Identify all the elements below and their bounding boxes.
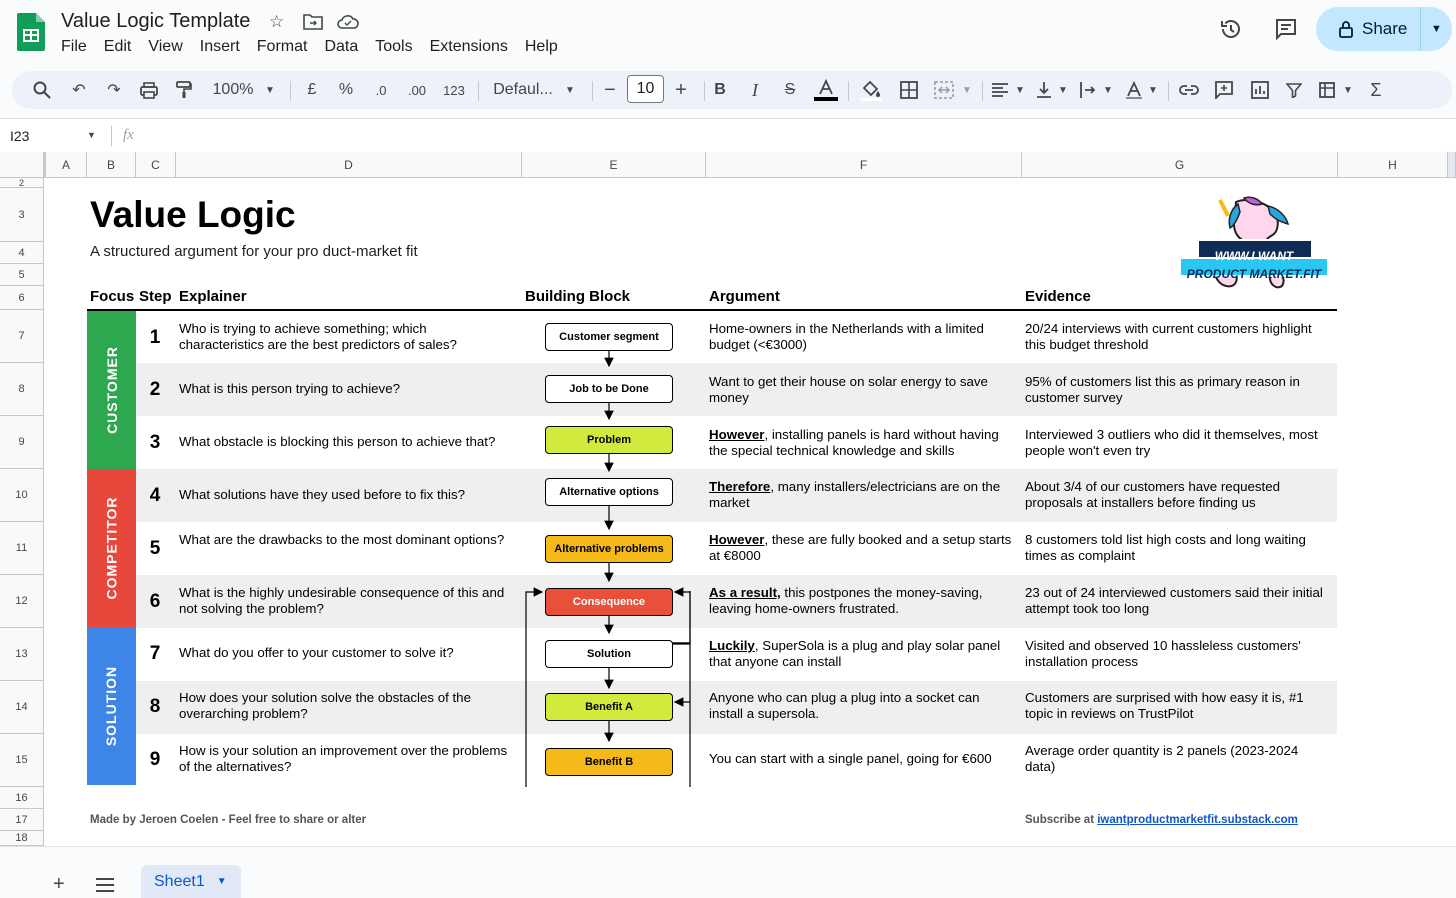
col-header-b[interactable]: B bbox=[87, 152, 136, 178]
font-size-input[interactable]: 10 bbox=[627, 75, 664, 103]
move-folder-icon[interactable] bbox=[303, 13, 323, 30]
step-number: 2 bbox=[149, 379, 161, 400]
block-job-to-be-done: Job to be Done bbox=[545, 375, 673, 403]
argument-cell: Anyone who can plug a plug into a socket can install a supersola. bbox=[709, 690, 980, 721]
col-header-c[interactable]: C bbox=[136, 152, 176, 178]
sheet-subtitle: A structured argument for your pro duct-market fit bbox=[90, 243, 418, 260]
functions-icon[interactable]: Σ bbox=[1370, 79, 1382, 100]
formula-divider bbox=[111, 126, 112, 146]
search-menus-icon[interactable] bbox=[30, 71, 54, 109]
explainer-cell: What are the drawbacks to the most dominant options? bbox=[179, 532, 505, 547]
font-chevron-icon[interactable]: ▼ bbox=[565, 84, 575, 96]
sheet-tab-chevron-icon[interactable]: ▼ bbox=[216, 876, 227, 887]
row-header[interactable]: 4 bbox=[0, 242, 44, 264]
print-icon[interactable] bbox=[137, 71, 161, 109]
col-header-f[interactable]: F bbox=[706, 152, 1022, 178]
filter-views-icon[interactable] bbox=[1316, 71, 1340, 109]
menu-bar bbox=[61, 38, 575, 56]
focus-customer bbox=[87, 311, 136, 469]
horizontal-align-icon[interactable] bbox=[988, 71, 1012, 109]
evidence-cell: Customers are surprised with how easy it is, #1 topic in reviews on TrustPilot bbox=[1025, 690, 1304, 721]
version-history-icon[interactable] bbox=[1216, 14, 1246, 44]
menu-tools[interactable]: Tools bbox=[375, 38, 413, 55]
merge-cells-icon[interactable] bbox=[932, 71, 956, 109]
text-wrapping-icon[interactable] bbox=[1076, 71, 1100, 109]
col-header-e[interactable]: E bbox=[522, 152, 706, 178]
row-header[interactable]: 10 bbox=[0, 469, 44, 522]
vertical-align-icon[interactable] bbox=[1032, 71, 1056, 109]
explainer-cell: What obstacle is blocking this person to achieve that? bbox=[179, 434, 496, 449]
select-all-corner[interactable] bbox=[0, 152, 44, 178]
argument-cell: As a result, this postpones the money-saving, leaving home-owners frustrated. bbox=[709, 585, 983, 616]
evidence-cell: 8 customers told list high costs and long waiting times as complaint bbox=[1025, 532, 1306, 563]
explainer-cell: What do you offer to your customer to solve it? bbox=[179, 645, 454, 660]
step-number: 9 bbox=[149, 749, 161, 770]
argument-cell: However, installing panels is hard without having the special technical knowledge and skills bbox=[709, 427, 999, 458]
create-filter-icon[interactable] bbox=[1282, 71, 1306, 109]
sheet-title: Value Logic bbox=[90, 194, 296, 235]
decrease-decimal-button[interactable]: .0 bbox=[375, 82, 387, 98]
evidence-cell: About 3/4 of our customers have requested proposals at installers before finding us bbox=[1025, 479, 1281, 510]
evidence-cell: 23 out of 24 interviewed customers said their initial attempt took too long bbox=[1025, 585, 1323, 616]
evidence-cell: Average order quantity is 2 panels (2023-2024 data) bbox=[1025, 743, 1299, 774]
increase-decimal-button[interactable]: .00 bbox=[407, 82, 427, 98]
merge-chevron-icon[interactable]: ▼ bbox=[962, 84, 972, 96]
comments-icon[interactable] bbox=[1271, 14, 1301, 44]
insert-comment-icon[interactable] bbox=[1212, 71, 1236, 109]
row-header[interactable]: 5 bbox=[0, 264, 44, 286]
menu-insert[interactable]: Insert bbox=[199, 38, 240, 55]
block-alternative-options: Alternative options bbox=[545, 478, 673, 506]
evidence-cell: 20/24 interviews with current customers highlight this budget threshold bbox=[1025, 321, 1312, 352]
explainer-cell: What is this person trying to achieve? bbox=[179, 381, 400, 396]
badge-line-1: WWW.I WANT bbox=[1214, 249, 1294, 263]
toolbar bbox=[12, 71, 1452, 109]
zoom-select[interactable]: 100% bbox=[212, 81, 254, 98]
formula-bar bbox=[0, 118, 1456, 152]
focus-label: SOLUTION bbox=[103, 665, 120, 747]
badge-line-2: PRODUCT MARKET.FIT bbox=[1186, 267, 1322, 281]
sheets-logo-icon[interactable] bbox=[17, 13, 45, 51]
step-number: 6 bbox=[149, 591, 161, 612]
row-header[interactable]: 9 bbox=[0, 416, 44, 469]
block-customer-segment: Customer segment bbox=[545, 323, 673, 351]
all-sheets-icon[interactable] bbox=[96, 878, 114, 892]
col-header-a[interactable]: A bbox=[46, 152, 87, 178]
focus-competitor bbox=[87, 469, 136, 627]
unicorn-badge-image bbox=[1180, 192, 1328, 302]
borders-icon[interactable] bbox=[897, 71, 921, 109]
header-underline bbox=[87, 309, 1337, 311]
row-header[interactable]: 16 bbox=[0, 787, 44, 809]
step-number: 5 bbox=[149, 538, 161, 559]
row-header[interactable]: 14 bbox=[0, 681, 44, 734]
col-header-h[interactable]: H bbox=[1338, 152, 1448, 178]
argument-cell: You can start with a single panel, going for €600 bbox=[709, 751, 992, 766]
lock-icon bbox=[1338, 20, 1354, 38]
header-focus: Focus bbox=[90, 288, 135, 305]
paint-format-icon[interactable] bbox=[172, 71, 196, 109]
substack-link[interactable]: iwantproductmarketfit.substack.com bbox=[1097, 814, 1298, 826]
argument-cell: Luckily, SuperSola is a plug and play solar panel that anyone can install bbox=[709, 638, 1001, 669]
row-header[interactable]: 12 bbox=[0, 575, 44, 628]
row-header[interactable]: 2 bbox=[0, 178, 44, 188]
cloud-saved-icon[interactable] bbox=[337, 14, 359, 29]
name-box[interactable]: I23 bbox=[10, 128, 30, 144]
block-solution: Solution bbox=[545, 640, 673, 668]
menu-file[interactable]: File bbox=[61, 38, 87, 55]
menu-data[interactable]: Data bbox=[324, 38, 359, 55]
block-alternative-problems: Alternative problems bbox=[545, 535, 673, 563]
bold-icon[interactable]: B bbox=[714, 81, 726, 98]
sheet-tab-sheet1[interactable] bbox=[141, 865, 241, 898]
argument-cell: Therefore, many installers/electricians are on the market bbox=[709, 479, 1001, 510]
focus-solution bbox=[87, 627, 136, 785]
menu-edit[interactable]: Edit bbox=[103, 38, 132, 55]
step-number: 1 bbox=[149, 327, 161, 348]
footer-subscribe: Subscribe at iwantproductmarketfit.substack.com bbox=[1025, 814, 1298, 826]
insert-link-icon[interactable] bbox=[1176, 71, 1202, 109]
col-header-overflow bbox=[1448, 152, 1456, 178]
step-number: 4 bbox=[149, 485, 161, 506]
redo-icon[interactable]: ↷ bbox=[107, 82, 121, 99]
argument-cell: However, these are fully booked and a setup starts at €8000 bbox=[709, 532, 1012, 563]
undo-icon[interactable]: ↶ bbox=[72, 82, 86, 99]
h-align-chevron-icon[interactable]: ▼ bbox=[1015, 84, 1025, 96]
sheet-tab-label: Sheet1 bbox=[154, 872, 205, 890]
insert-chart-icon[interactable] bbox=[1248, 71, 1272, 109]
formula-input[interactable] bbox=[150, 123, 1440, 149]
header-step: Step bbox=[139, 288, 172, 305]
focus-label: CUSTOMER bbox=[103, 346, 120, 434]
name-box-chevron-icon[interactable]: ▼ bbox=[87, 130, 96, 140]
decrease-font-size-icon[interactable]: − bbox=[604, 78, 616, 101]
row-header[interactable]: 17 bbox=[0, 809, 44, 831]
italic-icon[interactable]: I bbox=[752, 79, 758, 100]
row-header[interactable]: 7 bbox=[0, 310, 44, 363]
argument-cell: Home-owners in the Netherlands with a limited budget (<€3000) bbox=[709, 321, 984, 352]
menu-extensions[interactable]: Extensions bbox=[429, 38, 508, 55]
row-header[interactable]: 6 bbox=[0, 286, 44, 310]
share-button[interactable] bbox=[1316, 7, 1452, 51]
step-number: 7 bbox=[149, 643, 161, 664]
col-header-g[interactable]: G bbox=[1022, 152, 1338, 178]
header-evidence: Evidence bbox=[1025, 288, 1091, 305]
menu-view[interactable]: View bbox=[148, 38, 183, 55]
row-header[interactable]: 15 bbox=[0, 734, 44, 787]
argument-cell: Want to get their house on solar energy to save money bbox=[709, 374, 988, 405]
explainer-cell: What is the highly undesirable consequence of this and not solving the problem? bbox=[179, 585, 505, 616]
row-header[interactable]: 18 bbox=[0, 831, 44, 846]
format-percent-button[interactable]: % bbox=[338, 81, 354, 98]
block-benefit-a: Benefit A bbox=[545, 693, 673, 721]
explainer-cell: What solutions have they used before to fix this? bbox=[179, 487, 466, 502]
header-explainer: Explainer bbox=[179, 288, 247, 305]
document-title[interactable]: Value Logic Template bbox=[61, 10, 251, 32]
strikethrough-icon[interactable]: S bbox=[784, 81, 796, 98]
wrap-chevron-icon[interactable]: ▼ bbox=[1103, 84, 1113, 96]
increase-font-size-icon[interactable]: + bbox=[675, 78, 687, 101]
rotation-chevron-icon[interactable]: ▼ bbox=[1148, 84, 1158, 96]
evidence-cell: Visited and observed 10 hassleless customers' installation process bbox=[1025, 638, 1301, 669]
text-rotation-icon[interactable] bbox=[1122, 71, 1146, 109]
title-bar bbox=[0, 0, 1456, 66]
share-dropdown-chevron-icon[interactable]: ▼ bbox=[1420, 7, 1452, 51]
v-align-chevron-icon[interactable]: ▼ bbox=[1058, 84, 1068, 96]
focus-label: COMPETITOR bbox=[103, 496, 120, 600]
zoom-chevron-icon[interactable]: ▼ bbox=[265, 84, 275, 96]
evidence-cell: Interviewed 3 outliers who did it themselves, most people won't even try bbox=[1025, 427, 1318, 458]
explainer-cell: How does your solution solve the obstacles of the overarching problem? bbox=[179, 690, 471, 721]
explainer-cell: Who is trying to achieve something; which characteristics are the best predictors of sales? bbox=[179, 321, 457, 352]
footer-credit: Made by Jeroen Coelen - Feel free to share or alter bbox=[90, 814, 367, 826]
row-header[interactable]: 3 bbox=[0, 188, 44, 242]
sheet-tabs-bar bbox=[0, 846, 1456, 897]
text-color-icon[interactable] bbox=[814, 71, 838, 109]
spreadsheet-grid[interactable] bbox=[0, 152, 1456, 846]
fill-color-icon[interactable] bbox=[858, 71, 884, 109]
block-problem: Problem bbox=[545, 426, 673, 454]
format-currency-button[interactable]: £ bbox=[307, 81, 317, 98]
number-format-button[interactable]: 123 bbox=[443, 82, 465, 98]
menu-format[interactable]: Format bbox=[256, 38, 308, 55]
step-number: 3 bbox=[149, 432, 161, 453]
filter-views-chevron-icon[interactable]: ▼ bbox=[1343, 84, 1353, 96]
header-building-block: Building Block bbox=[525, 288, 630, 305]
block-benefit-b: Benefit B bbox=[545, 748, 673, 776]
block-consequence: Consequence bbox=[545, 588, 673, 616]
row-header[interactable]: 13 bbox=[0, 628, 44, 681]
font-family-select[interactable]: Defaul... bbox=[493, 81, 553, 98]
star-icon[interactable]: ☆ bbox=[269, 12, 285, 31]
fx-icon: fx bbox=[123, 127, 134, 143]
share-label: Share bbox=[1362, 19, 1408, 38]
header-argument: Argument bbox=[709, 288, 780, 305]
explainer-cell: How is your solution an improvement over the problems of the alternatives? bbox=[179, 743, 508, 774]
row-header[interactable]: 8 bbox=[0, 363, 44, 416]
col-header-d[interactable]: D bbox=[176, 152, 522, 178]
evidence-cell: 95% of customers list this as primary reason in customer survey bbox=[1025, 374, 1300, 405]
step-number: 8 bbox=[149, 696, 161, 717]
add-sheet-icon[interactable]: + bbox=[53, 873, 65, 895]
menu-help[interactable]: Help bbox=[524, 38, 558, 55]
row-header[interactable]: 11 bbox=[0, 522, 44, 575]
